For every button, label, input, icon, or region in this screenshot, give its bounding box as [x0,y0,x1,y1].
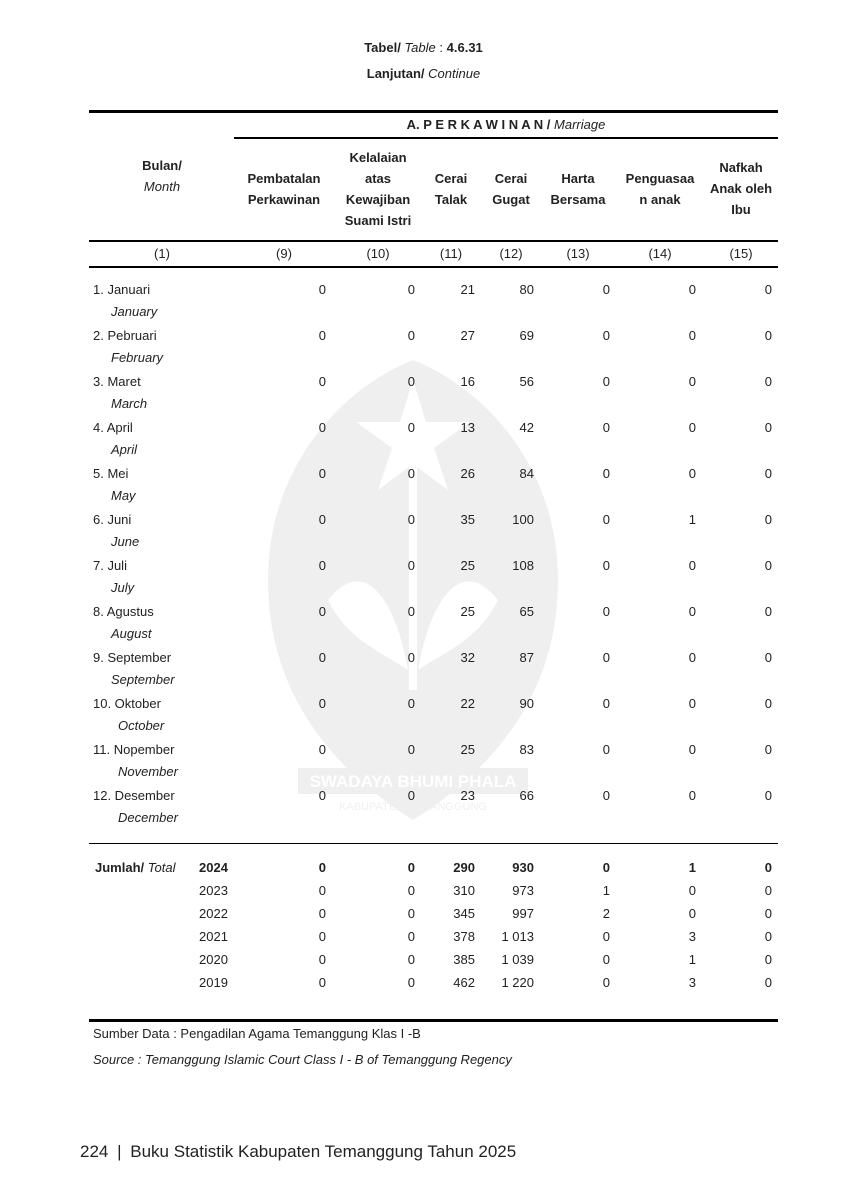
cell-harta-bersama: 0 [602,788,610,803]
cell-kelalaian: 0 [407,420,415,435]
cell-cerai-gugat: 90 [519,696,534,711]
total-cell-cerai-talak: 310 [453,883,475,898]
group-header-en: Marriage [554,117,606,132]
total-cell-penguasaan-anak: 3 [688,975,696,990]
group-header [234,114,778,135]
table-row [0,788,847,834]
total-cell-pembatalan: 0 [318,975,326,990]
cell-penguasaan-anak: 0 [688,604,696,619]
cell-nafkah-anak: 0 [764,604,772,619]
cell-cerai-gugat: 100 [512,512,534,527]
month-label-id: 1. Januari [93,282,151,297]
cell-penguasaan-anak: 0 [688,420,696,435]
cell-penguasaan-anak: 1 [688,512,696,527]
cell-penguasaan-anak: 0 [688,328,696,343]
header-bottom-rule [89,240,778,242]
cell-nafkah-anak: 0 [764,466,772,481]
table-row [0,742,847,788]
cell-harta-bersama: 0 [602,558,610,573]
continue-label-id: Lanjutan/ [366,66,425,81]
cell-penguasaan-anak: 0 [688,696,696,711]
total-cell-pembatalan: 0 [318,883,326,898]
cell-nafkah-anak: 0 [764,650,772,665]
total-cell-nafkah-anak: 0 [764,906,772,921]
cell-kelalaian: 0 [407,512,415,527]
col-header-cerai-gugat: Cerai Gugat [492,171,530,207]
cell-harta-bersama: 0 [602,328,610,343]
cell-harta-bersama: 0 [602,512,610,527]
cell-kelalaian: 0 [407,558,415,573]
cell-penguasaan-anak: 0 [688,742,696,757]
total-year: 2019 [199,975,228,990]
month-label-id: 8. Agustus [93,604,154,619]
total-cell-penguasaan-anak: 0 [688,906,696,921]
cell-nafkah-anak: 0 [764,328,772,343]
cell-nafkah-anak: 0 [764,558,772,573]
month-label-id: 12. Desember [93,788,175,803]
total-row [0,906,847,928]
cell-harta-bersama: 0 [602,604,610,619]
table-row [0,466,847,512]
cell-kelalaian: 0 [407,282,415,297]
cell-cerai-talak: 22 [460,696,475,711]
cell-cerai-gugat: 83 [519,742,534,757]
cell-cerai-gugat: 69 [519,328,534,343]
cell-cerai-gugat: 56 [519,374,534,389]
month-label-en: January [111,304,158,319]
cell-harta-bersama: 0 [602,282,610,297]
table-row [0,558,847,604]
total-cell-penguasaan-anak: 1 [688,860,696,875]
table-label-sep: : [439,40,444,55]
cell-cerai-talak: 25 [460,604,475,619]
cell-harta-bersama: 0 [602,650,610,665]
total-cell-cerai-gugat: 973 [512,883,534,898]
cell-harta-bersama: 0 [602,696,610,711]
table-row [0,374,847,420]
cell-pembatalan: 0 [318,604,326,619]
total-cell-nafkah-anak: 0 [764,975,772,990]
total-cell-kelalaian: 0 [407,906,415,921]
table-number: 4.6.31 [446,40,483,55]
total-label: Jumlah/ Total [95,860,176,875]
total-cell-cerai-talak: 462 [453,975,475,990]
cell-cerai-talak: 27 [460,328,475,343]
cell-cerai-talak: 35 [460,512,475,527]
cell-nafkah-anak: 0 [764,696,772,711]
total-cell-harta-bersama: 1 [602,883,610,898]
total-cell-pembatalan: 0 [318,860,326,875]
total-cell-cerai-talak: 385 [453,952,475,967]
col-header-kelalaian: Kelalaian atas Kewajiban Suami Istri [344,150,412,228]
month-label-id: 4. April [93,420,133,435]
col-header-nafkah-anak: Nafkah Anak oleh Ibu [709,160,773,217]
total-cell-cerai-talak: 345 [453,906,475,921]
cell-nafkah-anak: 0 [764,374,772,389]
total-row [0,929,847,951]
month-label-en: October [118,718,165,733]
cell-kelalaian: 0 [407,466,415,481]
cell-pembatalan: 0 [318,788,326,803]
cell-penguasaan-anak: 0 [688,788,696,803]
cell-harta-bersama: 0 [602,742,610,757]
body-bottom-rule [89,843,778,844]
cell-harta-bersama: 0 [602,420,610,435]
table-row [0,696,847,742]
cell-kelalaian: 0 [407,328,415,343]
total-cell-penguasaan-anak: 3 [688,929,696,944]
month-label-id: 5. Mei [93,466,129,481]
cell-nafkah-anak: 0 [764,788,772,803]
page-footer [80,1142,516,1162]
cell-pembatalan: 0 [318,512,326,527]
table-row [0,650,847,696]
watermark-banner-subtext: KABUPATEN TEMANGGUNG [339,801,487,813]
cell-pembatalan: 0 [318,328,326,343]
total-cell-harta-bersama: 0 [602,952,610,967]
table-top-rule [89,110,778,113]
cell-kelalaian: 0 [407,696,415,711]
cell-harta-bersama: 0 [602,374,610,389]
colnum-1: (1) [154,246,170,261]
cell-penguasaan-anak: 0 [688,466,696,481]
cell-cerai-gugat: 66 [519,788,534,803]
cell-cerai-talak: 13 [460,420,475,435]
colnum-11: (11) [439,246,463,261]
watermark-banner-text: SWADAYA BHUMI PHALA [309,772,517,791]
total-cell-harta-bersama: 0 [602,860,610,875]
cell-cerai-gugat: 80 [519,282,534,297]
table-label-id: Tabel/ [364,40,401,55]
table-row [0,328,847,374]
total-cell-kelalaian: 0 [407,975,415,990]
col-header-penguasaan-anak: Penguasaa n anak [625,171,695,207]
colnum-10: (10) [366,246,390,261]
cell-pembatalan: 0 [318,374,326,389]
footer-separator: | [117,1142,122,1161]
month-label-en: November [118,764,178,779]
total-cell-pembatalan: 0 [318,952,326,967]
total-cell-harta-bersama: 0 [602,929,610,944]
cell-cerai-talak: 25 [460,742,475,757]
colnum-bottom-rule [89,266,778,268]
total-cell-cerai-talak: 290 [453,860,475,875]
col-header-cerai-talak: Cerai Talak [434,171,468,207]
total-cell-penguasaan-anak: 1 [688,952,696,967]
month-label-en: June [111,534,140,549]
total-cell-pembatalan: 0 [318,929,326,944]
month-label-en: August [111,626,152,641]
colnum-14: (14) [648,246,672,261]
cell-penguasaan-anak: 0 [688,282,696,297]
total-row [0,975,847,997]
cell-kelalaian: 0 [407,604,415,619]
total-cell-kelalaian: 0 [407,929,415,944]
cell-kelalaian: 0 [407,742,415,757]
total-cell-kelalaian: 0 [407,883,415,898]
total-cell-nafkah-anak: 0 [764,860,772,875]
row-label-header-en: Month [143,179,181,194]
total-cell-penguasaan-anak: 0 [688,883,696,898]
total-cell-harta-bersama: 0 [602,975,610,990]
month-label-id: 2. Pebruari [93,328,157,343]
table-row [0,420,847,466]
group-header-id: A. P E R K A W I N A N / [406,117,551,132]
total-cell-nafkah-anak: 0 [764,883,772,898]
total-row [0,952,847,974]
total-cell-kelalaian: 0 [407,860,415,875]
month-label-id: 9. September [93,650,172,665]
total-year: 2020 [199,952,228,967]
cell-cerai-talak: 16 [460,374,475,389]
page-number: 224 [80,1142,109,1161]
table-bottom-rule [89,1019,778,1022]
cell-cerai-talak: 23 [460,788,475,803]
total-cell-nafkah-anak: 0 [764,929,772,944]
cell-cerai-talak: 32 [460,650,475,665]
col-header-harta-bersama: Harta Bersama [550,171,606,207]
total-cell-cerai-gugat: 1 039 [501,952,534,967]
cell-nafkah-anak: 0 [764,742,772,757]
cell-cerai-gugat: 65 [519,604,534,619]
total-cell-kelalaian: 0 [407,952,415,967]
cell-cerai-gugat: 84 [519,466,534,481]
cell-cerai-gugat: 108 [512,558,534,573]
cell-penguasaan-anak: 0 [688,650,696,665]
month-label-en: September [111,672,175,687]
cell-pembatalan: 0 [318,650,326,665]
cell-kelalaian: 0 [407,374,415,389]
cell-cerai-gugat: 42 [519,420,534,435]
cell-pembatalan: 0 [318,282,326,297]
month-label-id: 7. Juli [93,558,127,573]
colnum-13: (13) [566,246,590,261]
total-cell-cerai-gugat: 930 [512,860,534,875]
cell-cerai-talak: 25 [460,558,475,573]
cell-nafkah-anak: 0 [764,282,772,297]
cell-penguasaan-anak: 0 [688,558,696,573]
cell-cerai-talak: 26 [460,466,475,481]
total-cell-cerai-gugat: 1 013 [501,929,534,944]
total-cell-pembatalan: 0 [318,906,326,921]
total-cell-harta-bersama: 2 [602,906,610,921]
month-label-en: July [111,580,135,595]
cell-penguasaan-anak: 0 [688,374,696,389]
cell-kelalaian: 0 [407,650,415,665]
colnum-15: (15) [729,246,753,261]
cell-pembatalan: 0 [318,420,326,435]
total-cell-cerai-gugat: 1 220 [501,975,534,990]
book-title: Buku Statistik Kabupaten Temanggung Tahun 2025 [130,1142,517,1161]
month-label-id: 6. Juni [93,512,132,527]
cell-harta-bersama: 0 [602,466,610,481]
month-label-en: April [111,442,138,457]
colnum-9: (9) [276,246,292,261]
total-year: 2022 [199,906,228,921]
table-row [0,604,847,650]
continue-label-en: Continue [428,66,481,81]
col-header-pembatalan: Pembatalan Perkawinan [247,171,321,207]
total-row [0,883,847,905]
month-label-en: May [111,488,136,503]
cell-pembatalan: 0 [318,466,326,481]
total-year: 2023 [199,883,228,898]
cell-nafkah-anak: 0 [764,512,772,527]
cell-cerai-gugat: 87 [519,650,534,665]
row-label-header-id: Bulan/ [142,158,182,173]
total-year: 2024 [199,860,228,875]
cell-nafkah-anak: 0 [764,420,772,435]
total-cell-cerai-gugat: 997 [512,906,534,921]
month-label-en: March [111,396,148,411]
total-row [0,860,847,882]
table-label-en: Table [404,40,436,55]
cell-cerai-talak: 21 [460,282,475,297]
month-label-en: December [118,810,178,825]
source-id: Sumber Data : Pengadilan Agama Temanggung Klas I -B [93,1026,421,1041]
month-label-en: February [111,350,164,365]
total-cell-nafkah-anak: 0 [764,952,772,967]
colnum-12: (12) [499,246,523,261]
month-label-id: 10. Oktober [93,696,161,711]
total-cell-cerai-talak: 378 [453,929,475,944]
month-label-id: 11. Nopember [93,742,175,757]
cell-pembatalan: 0 [318,696,326,711]
group-header-rule [234,137,778,139]
cell-pembatalan: 0 [318,742,326,757]
table-row [0,512,847,558]
table-row [0,282,847,328]
total-year: 2021 [199,929,228,944]
source-en: Source : Temanggung Islamic Court Class I - B of Temanggung Regency [93,1052,512,1067]
table-title [0,37,847,85]
cell-kelalaian: 0 [407,788,415,803]
cell-pembatalan: 0 [318,558,326,573]
month-label-id: 3. Maret [93,374,141,389]
